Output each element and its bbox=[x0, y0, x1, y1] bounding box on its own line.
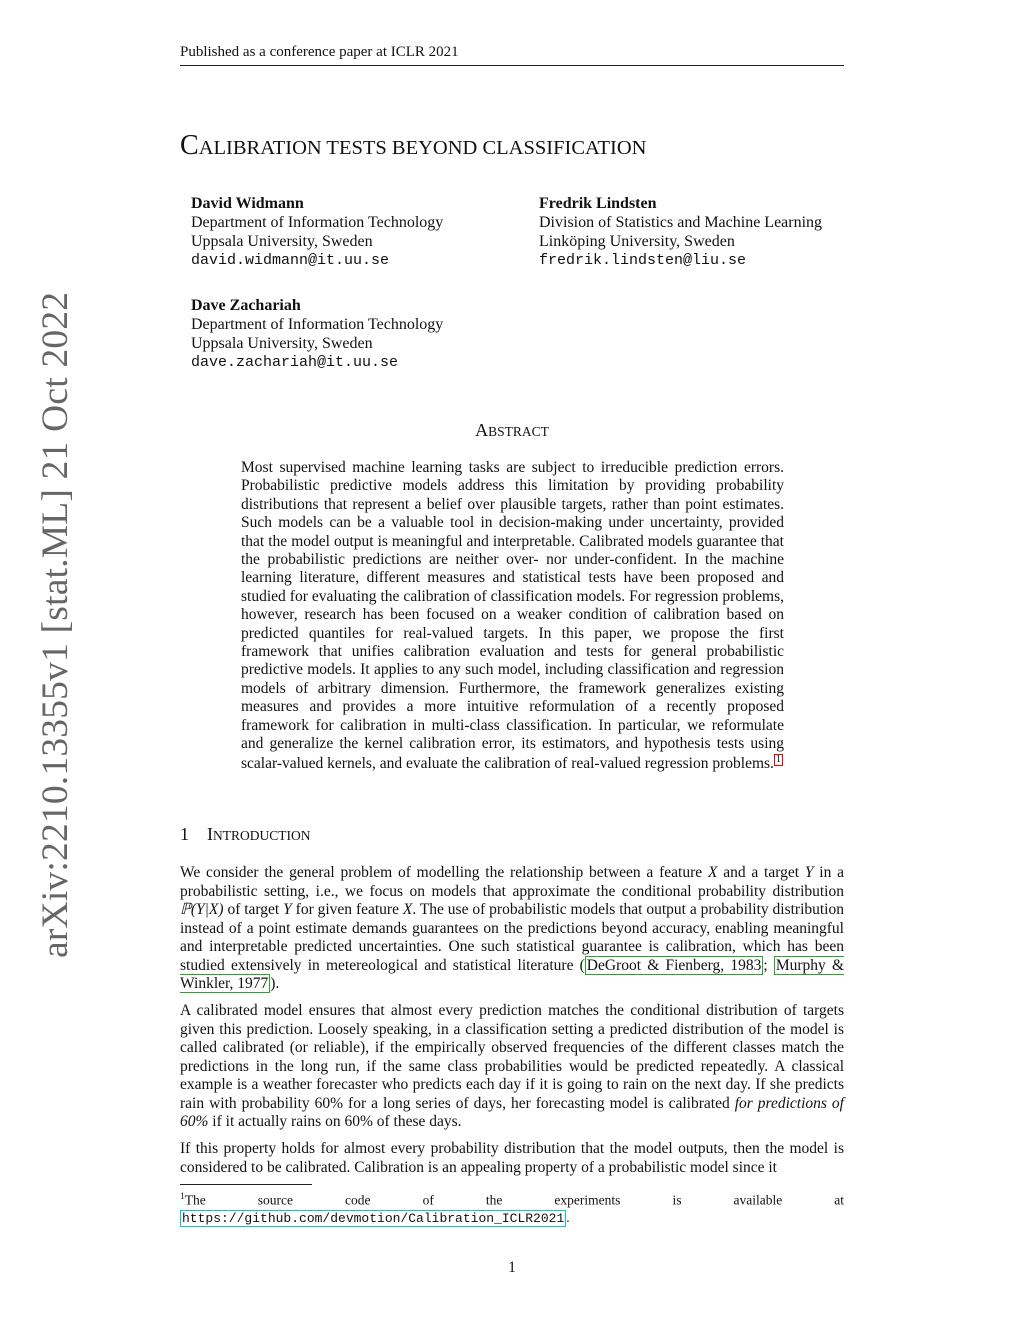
text-run: We consider the general problem of modelling the relationship between a feature bbox=[180, 864, 708, 881]
footnote-ref-link[interactable]: 1 bbox=[775, 753, 781, 765]
author-name: David Widmann bbox=[191, 195, 304, 212]
author-affiliation: Division of Statistics and Machine Learning bbox=[539, 214, 823, 231]
text-run: ; bbox=[763, 956, 774, 974]
arxiv-stamp: arXiv:2210.13355v1 [stat.ML] 21 Oct 2022 bbox=[35, 291, 76, 958]
running-header: Published as a conference paper at ICLR 2021 bbox=[180, 44, 459, 60]
page-number: 1 bbox=[508, 1259, 516, 1276]
math-var: X bbox=[402, 901, 413, 918]
math-var: Y bbox=[283, 901, 292, 918]
author-block-2 bbox=[539, 194, 822, 270]
text-run: for given feature bbox=[291, 901, 403, 918]
section-heading-rest: NTRODUCTION bbox=[213, 828, 311, 843]
author-email[interactable]: fredrik.lindsten@liu.se bbox=[539, 252, 747, 269]
paragraph bbox=[180, 864, 844, 994]
code-link[interactable]: https://github.com/devmotion/Calibration_ICLR2021 bbox=[182, 1210, 565, 1226]
math-var: X bbox=[707, 864, 718, 881]
section-heading-initial: I bbox=[207, 824, 213, 844]
abstract-heading-initial: A bbox=[475, 420, 489, 440]
paragraph bbox=[180, 1002, 844, 1132]
math-var: Y bbox=[804, 864, 814, 881]
introduction-body bbox=[180, 864, 844, 1186]
abstract-heading-rest: BSTRACT bbox=[488, 424, 549, 439]
section-number: 1 bbox=[180, 824, 189, 844]
abstract-body: Most supervised machine learning tasks are subject to irreducible prediction errors. Probabilistic predictive models address this limitation by providing probability distributions that represent a belief over plausible targets, rather than point estimates. Such models can be a valuable tool in decision-making under uncertainty, provided that the model output is meaningful and interpretable. Calibrated models guarantee that the probabilistic predictions are neither over- nor under-confident. In the machine learning literature, different measures and statistical tests have been proposed and studied for evaluating the calibration of classification models. For regression problems, however, research has been focused on a weaker condition of calibration based on predicted quantiles for real-valued targets. In this paper, we propose the first framework that unifies calibration evaluation and tests for general probabilistic predictive models. It applies to any such model, including classification and regression models of arbitrary dimension. Furthermore, the framework generalizes existing measures and provides a more intuitive reformulation of a recently proposed framework for calibration in multi-class classification. In particular, we reformulate and generalize the kernel calibration error, its estimators, and hypothesis tests using scalar-valued kernels, and evaluate the calibration of real-valued regression problems. bbox=[241, 459, 784, 772]
text-run: in a probabilistic setting, i.e., we focus on models that approximate the conditional probability distribution bbox=[180, 864, 845, 900]
citation-link[interactable]: Murphy & Winkler, 1977 bbox=[180, 956, 845, 992]
text-run: and a target bbox=[717, 864, 805, 881]
citation-link[interactable]: DeGroot & Fienberg, 1983 bbox=[586, 956, 762, 974]
author-email[interactable]: dave.zachariah@it.uu.se bbox=[191, 354, 399, 371]
text-run: . The use of probabilistic models that output a probability distribution instead of a point estimate demands guarantees on the predictions beyond accuracy, enabling meaningful and interpretable predicted uncertainties. One such statistical guarantee is calibration, which has been studied extensively in metereological and statistical literature ( bbox=[180, 901, 844, 974]
footnote bbox=[180, 1189, 844, 1227]
author-affiliation: Department of Information Technology bbox=[191, 316, 444, 333]
author-institution: Linköping University, Sweden bbox=[539, 233, 735, 250]
author-block-3 bbox=[191, 296, 443, 372]
footnote-mark: 1 bbox=[180, 1192, 185, 1202]
author-institution: Uppsala University, Sweden bbox=[191, 233, 373, 250]
title-initial: C bbox=[180, 130, 199, 161]
text-run: of target bbox=[223, 901, 284, 918]
author-name: Dave Zachariah bbox=[191, 297, 301, 314]
text-run: ). bbox=[270, 975, 280, 992]
section-heading-introduction bbox=[180, 824, 311, 845]
abstract-heading bbox=[180, 420, 844, 441]
header-rule bbox=[180, 65, 844, 66]
paragraph: If this property holds for almost every probability distribution that the model outputs, then the model is considered to be calibrated. Calibration is an appealing property of a probabilistic model since it bbox=[180, 1140, 844, 1176]
footnote-text: The source code of the experiments is available at bbox=[184, 1192, 844, 1208]
paper-title bbox=[180, 130, 646, 162]
author-block-1 bbox=[191, 194, 443, 270]
math-expr: ℙ(Y|X) bbox=[180, 901, 224, 918]
author-name: Fredrik Lindsten bbox=[539, 195, 657, 212]
text-run: A calibrated model ensures that almost every prediction matches the conditional distribution of targets given this prediction. Loosely speaking, in a classification setting a predicted distribution of the model is called calibrated (or reliable), if the empirically observed frequencies of the different classes match the predictions in the long run, if the same class probabilities would be predicted repeatedly. A classical example is a weather forecaster who predicts each day if it is going to rain on the next day. If she predicts rain with probability 60% for a long series of days, her forecasting model is calibrated bbox=[180, 1002, 844, 1112]
abstract-text bbox=[241, 459, 784, 773]
text-run: if it actually rains on 60% of these days. bbox=[208, 1113, 462, 1130]
text-run: . bbox=[566, 1209, 570, 1225]
author-institution: Uppsala University, Sweden bbox=[191, 335, 373, 352]
author-affiliation: Department of Information Technology bbox=[191, 214, 444, 231]
author-email[interactable]: david.widmann@it.uu.se bbox=[191, 252, 390, 269]
title-rest: ALIBRATION TESTS BEYOND CLASSIFICATION bbox=[198, 137, 647, 159]
emphasis: for predictions of 60% bbox=[180, 1094, 844, 1130]
footnote-rule bbox=[180, 1184, 312, 1185]
